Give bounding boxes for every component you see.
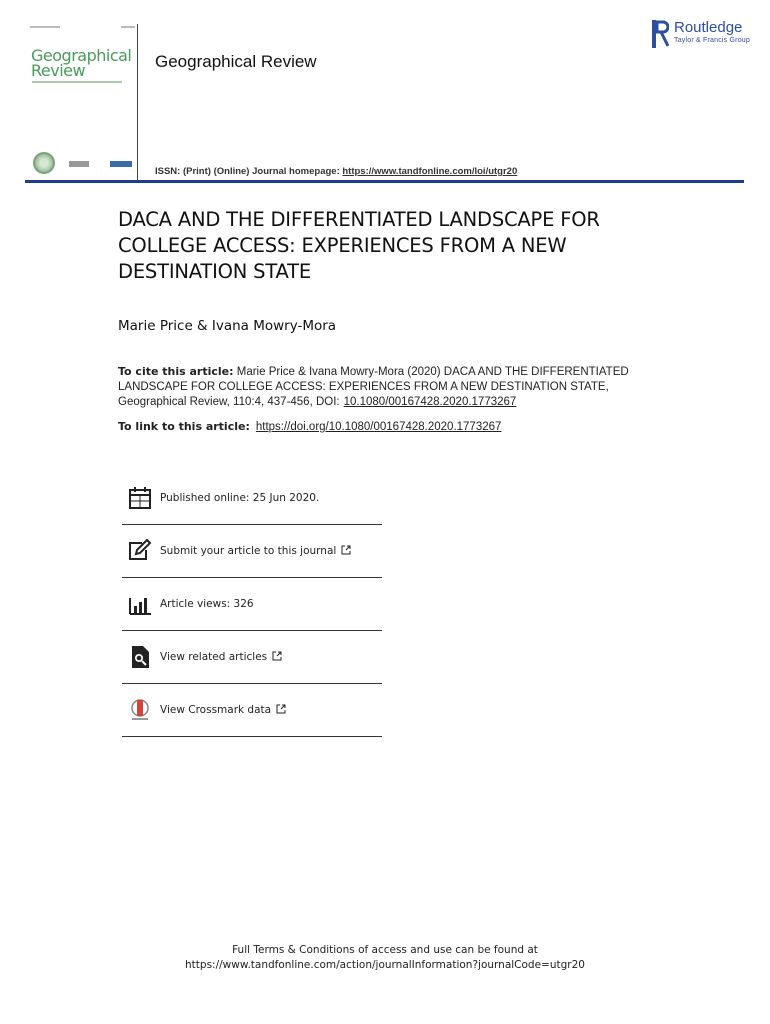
routledge-r-icon xyxy=(652,20,669,48)
cover-publisher-mark xyxy=(69,161,89,167)
journal-name: Geographical Review xyxy=(155,52,317,71)
external-link-icon xyxy=(276,704,286,717)
title-line: DESTINATION STATE xyxy=(118,260,312,283)
article-info-list xyxy=(122,472,382,737)
journal-homepage-link[interactable]: https://www.tandfonline.com/loi/utgr20 xyxy=(342,166,518,177)
terms-footer xyxy=(0,943,770,973)
bar-chart-icon xyxy=(128,592,152,616)
routledge-logo xyxy=(652,20,750,50)
cover-header-marks xyxy=(30,26,135,30)
article-link-line xyxy=(118,420,501,433)
footer-line: Full Terms & Conditions of access and use can be found at xyxy=(232,944,538,956)
publisher-name: Routledge xyxy=(674,19,743,36)
published-date-item xyxy=(122,472,382,525)
header-rule xyxy=(25,180,744,183)
related-articles-item[interactable] xyxy=(122,631,382,684)
cover-subtitle-bar xyxy=(32,81,122,83)
citation-block xyxy=(118,364,658,410)
article-authors: Marie Price & Ivana Mowry-Mora xyxy=(118,318,337,334)
related-articles-link[interactable]: View related articles xyxy=(160,651,268,663)
doi-link[interactable]: 10.1080/00167428.2020.1773267 xyxy=(343,396,517,408)
cover-title-line: Geographical xyxy=(31,46,132,65)
journal-cover-thumbnail xyxy=(25,24,138,180)
citation-line xyxy=(118,395,658,410)
society-seal-icon xyxy=(33,152,55,174)
cite-label: To cite this article: xyxy=(118,365,234,378)
issn-prefix: ISSN: (Print) (Online) Journal homepage: xyxy=(155,166,343,177)
footer-terms-link[interactable]: https://www.tandfonline.com/action/journalInformation?journalCode=utgr20 xyxy=(185,959,585,971)
issn-line xyxy=(155,166,517,177)
external-link-icon xyxy=(341,545,351,558)
cover-title-line: Review xyxy=(31,61,86,80)
cover-journal-title xyxy=(31,48,131,78)
article-title xyxy=(118,207,678,285)
article-doi-link[interactable]: https://doi.org/10.1080/00167428.2020.1773267 xyxy=(255,421,502,433)
cite-text: Marie Price & Ivana Mowry-Mora (2020) DACA AND THE DIFFERENTIATED xyxy=(233,366,629,378)
submit-article-item[interactable] xyxy=(122,525,382,578)
external-link-icon xyxy=(272,651,282,664)
link-label: To link to this article: xyxy=(118,420,250,433)
edit-icon xyxy=(128,539,152,563)
crossmark-link[interactable]: View Crossmark data xyxy=(160,704,272,716)
cover-routledge-mark xyxy=(110,161,132,167)
publisher-subname: Taylor & Francis Group xyxy=(674,37,750,44)
calendar-icon xyxy=(128,486,152,510)
title-line: COLLEGE ACCESS: EXPERIENCES FROM A NEW xyxy=(118,234,567,257)
submit-article-link[interactable]: Submit your article to this journal xyxy=(160,545,337,557)
crossmark-item[interactable] xyxy=(122,684,382,737)
crossmark-icon xyxy=(128,698,152,722)
article-views-item xyxy=(122,578,382,631)
citation-line xyxy=(118,364,658,380)
search-document-icon xyxy=(128,645,152,669)
title-line: DACA AND THE DIFFERENTIATED LANDSCAPE FOR xyxy=(118,208,600,231)
published-date: Published online: 25 Jun 2020. xyxy=(160,492,320,504)
cite-text: Geographical Review, 110:4, 437-456, DOI: xyxy=(118,396,340,408)
article-views: Article views: 326 xyxy=(160,598,254,610)
citation-line: LANDSCAPE FOR COLLEGE ACCESS: EXPERIENCES FROM A NEW DESTINATION STATE, xyxy=(118,381,609,393)
